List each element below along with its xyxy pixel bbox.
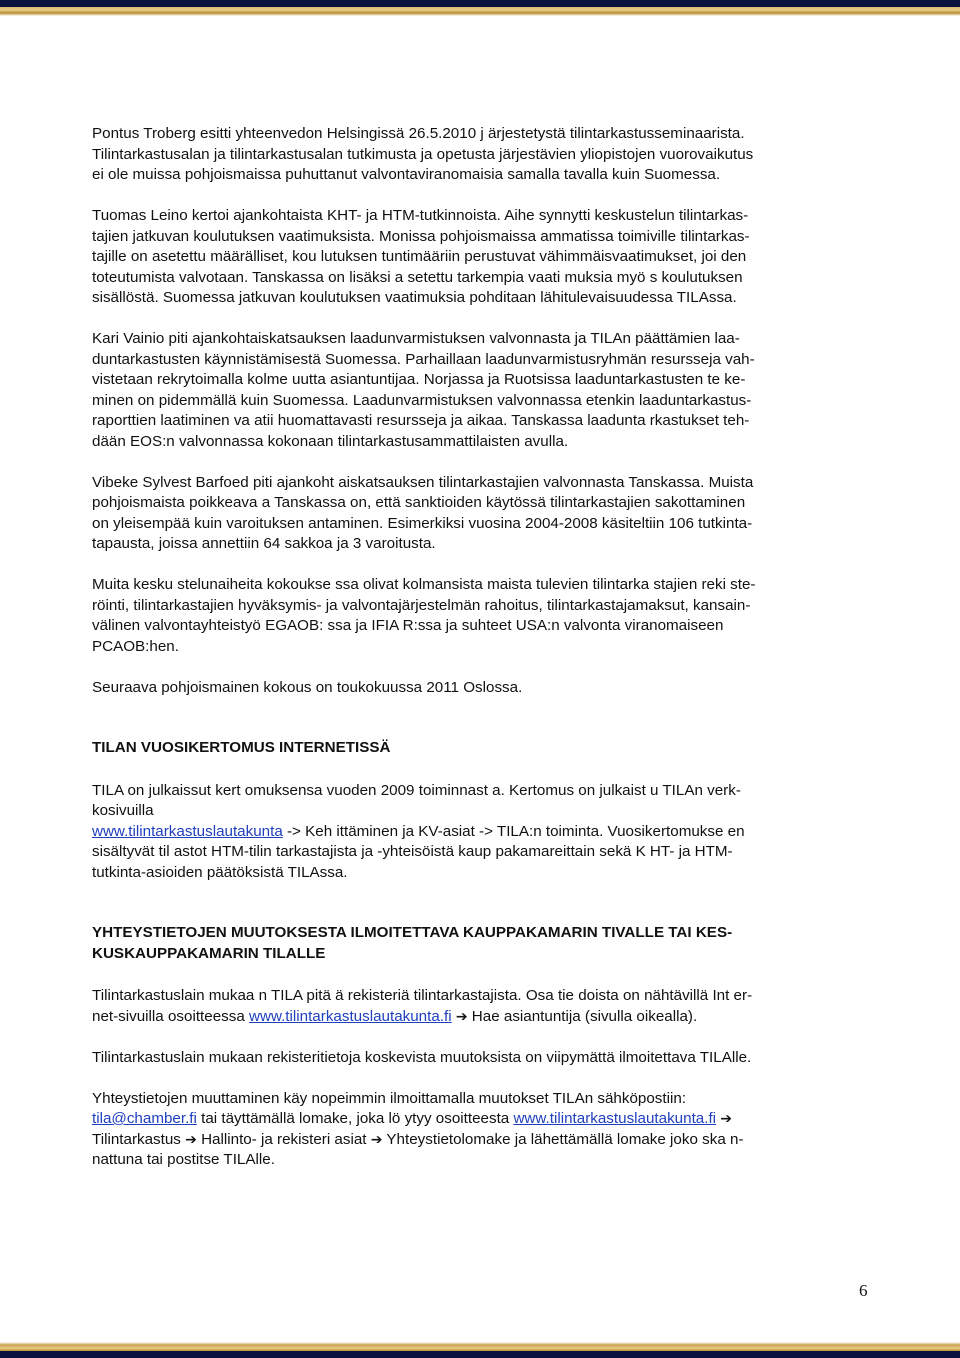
text-line — [92, 822, 882, 843]
text-line: pohjoismaista poikkeava a Tanskassa on, että sanktioiden käytössä tilintarkastajien sakottaminen — [92, 494, 746, 511]
text-line: dään EOS:n valvonnassa kokonaan tilintarkastusammattilaisten avulla. — [92, 432, 569, 450]
text-line: Tuomas Leino kertoi ajankohtaista KHT- ja HTM-tutkinnoista. Aihe synnytti keskustelun tilintarkas- — [92, 207, 749, 224]
text-fragment: tai täyttämällä lomake, joka lö ytyy osoitteesta — [196, 1110, 514, 1127]
text-line: duntarkastusten käynnistämisestä Suomessa. Parhaillaan laadunvarmistusryhmän resursseja vah- — [92, 350, 755, 368]
text-line: tajille on asetettu määrälliset, kou lutuksen tuntimääriin perustuvat vähimmäisvaatimukset, joi den — [92, 248, 747, 265]
paragraph-other-topics — [92, 575, 882, 657]
text-line: sisällöstä. Suomessa jatkuvan koulutuksen vaatimuksia pohditaan lähitulevaisuudessa TILAssa. — [92, 289, 737, 306]
text-line: välinen valvontayhteistyö EGAOB: ssa ja IFIA R:ssa ja suhteet USA:n valvonta viranomaiseen — [92, 617, 724, 634]
website-link[interactable]: www.tilintarkastuslautakunta.fi — [249, 1007, 452, 1025]
page-number: 6 — [859, 1281, 868, 1300]
text-line: Kari Vainio piti ajankohtaiskatsauksen laadunvarmistuksen valvonnasta ja TILAn päättämien laa- — [92, 330, 740, 347]
text-line: Yhteystietojen muuttaminen käy nopeimmin ilmoittamalla muutokset TILAn sähköpostiin: — [92, 1089, 687, 1107]
text-line: sisältyvät til astot HTM-tilin tarkastajista ja -yhteisöistä kaup pakamareittain sekä K HT- ja HTM- — [92, 843, 733, 860]
text-line: Tilintarkastusalan ja tilintarkastusalan tutkimusta ja opetusta järjestävien yliopistojen vuorovaikutus — [92, 145, 754, 163]
footer-decorative-rule — [0, 1342, 960, 1358]
section-heading-contact-changes — [92, 923, 882, 964]
paragraph-troberg — [92, 124, 882, 186]
text-line: kosivuilla — [92, 802, 154, 819]
text-line — [92, 1007, 882, 1028]
website-link[interactable]: www.tilintarkastuslautakunta.fi — [513, 1110, 717, 1127]
paragraph-barfoed — [92, 473, 882, 555]
text-line: Pontus Troberg esitti yhteenvedon Helsingissä 26.5.2010 j ärjestetystä tilintarkastusseminaarista. — [92, 125, 745, 142]
text-line: Tilintarkastuslain mukaa n TILA pitä ä rekisteriä tilintarkastajista. Osa tie doista on nähtävillä Int er- — [92, 987, 753, 1004]
text-line: tapausta, joissa annettiin 64 sakkoa ja 3 varoitusta. — [92, 535, 436, 552]
text-line — [92, 1109, 882, 1130]
text-line: ei ole muissa pohjoismaissa puhuttanut valvontaviranomaisia samalla tavalla kuin Suomessa. — [92, 166, 721, 183]
arrow-right-icon: ➔ — [720, 1111, 733, 1127]
text-line: minen on pidemmällä kuin Suomessa. Laadunvarmistuksen valvonnassa etenkin laaduntarkastus- — [92, 391, 752, 409]
text-line: Seuraava pohjoismainen kokous on toukokuussa 2011 Oslossa. — [92, 678, 523, 696]
section-heading-annual-report: TILAN VUOSIKERTOMUS INTERNETISSÄ — [92, 739, 391, 756]
text-fragment: Tilintarkastus — [92, 1130, 186, 1148]
text-line: raporttien laatiminen va atii huomattavasti resursseja ja aikaa. Tanskassa laadunta rkastukset teh- — [92, 412, 750, 429]
text-fragment: Yhteystietolomake ja lähettämällä lomake joko ska n- — [382, 1130, 744, 1148]
text-line: toteutumista valvotaan. Tanskassa on lisäksi a setettu tarkempia vaati muksia myö s koulutuksen — [92, 268, 743, 286]
text-fragment: -> Keh ittäminen ja KV-asiat -> TILA:n toiminta. Vuosikertomukse en — [282, 822, 745, 840]
text-line: Tilintarkastuslain mukaan rekisteritietoja koskevista muutoksista on viipymättä ilmoitettava TILAlle. — [92, 1048, 752, 1066]
text-fragment: net-sivuilla osoitteessa — [92, 1007, 250, 1025]
paragraph-annual-report — [92, 781, 882, 884]
text-line: vistetaan rekrytoimalla kolme uutta asiantuntijaa. Norjassa ja Ruotsissa laaduntarkastusten te ke- — [92, 371, 746, 388]
text-line: PCAOB:hen. — [92, 637, 179, 655]
paragraph-contact-update — [92, 1089, 882, 1171]
text-line: Vibeke Sylvest Barfoed piti ajankoht aiskatsauksen tilintarkastajien valvonnasta Tanskassa. Muista — [92, 473, 754, 491]
text-line: tutkinta-asioiden päätöksistä TILAssa. — [92, 863, 348, 881]
header-decorative-rule — [0, 0, 960, 16]
page-body — [92, 124, 882, 1191]
heading-line: YHTEYSTIETOJEN MUUTOKSESTA ILMOITETTAVA KAUPPAKAMARIN TIVALLE TAI KES- — [92, 924, 733, 941]
arrow-right-icon: ➔ — [455, 1008, 468, 1025]
text-line: on yleisempää kuin varoituksen antaminen. Esimerkiksi vuosina 2004-2008 käsiteltiin 106 tutkinta- — [92, 514, 753, 532]
text-line: tajien jatkuvan koulutuksen vaatimuksista. Monissa pohjoismaissa ammatissa toimiville tilintarkas- — [92, 227, 750, 245]
paragraph-register — [92, 986, 882, 1027]
text-fragment: Hae asiantuntija (sivulla oikealla). — [467, 1007, 698, 1025]
text-line — [92, 1130, 882, 1151]
heading-line: KUSKAUPPAKAMARIN TILALLE — [92, 944, 326, 962]
text-line: TILA on julkaissut kert omuksensa vuoden 2009 toiminnast a. Kertomus on julkaist u TILAn verk- — [92, 781, 741, 799]
paragraph-vainio — [92, 329, 882, 452]
website-link[interactable]: www.tilintarkastuslautakunta — [92, 822, 283, 840]
text-line: röinti, tilintarkastajien hyväksymis- ja valvontajärjestelmän rahoitus, tilintarkastajamaksut, kansain- — [92, 596, 751, 614]
arrow-right-icon: ➔ — [370, 1131, 383, 1148]
paragraph-next-meeting — [92, 678, 882, 699]
email-link[interactable]: tila@chamber.fi — [92, 1110, 197, 1127]
text-line: Muita kesku stelunaiheita kokoukse ssa olivat kolmansista maista tulevien tilintarka stajien reki ste- — [92, 576, 756, 593]
text-fragment: Hallinto- ja rekisteri asiat — [196, 1130, 371, 1148]
paragraph-leino — [92, 206, 882, 309]
paragraph-notify — [92, 1048, 882, 1069]
arrow-right-icon: ➔ — [185, 1131, 197, 1148]
text-line: nattuna tai postitse TILAlle. — [92, 1151, 275, 1168]
